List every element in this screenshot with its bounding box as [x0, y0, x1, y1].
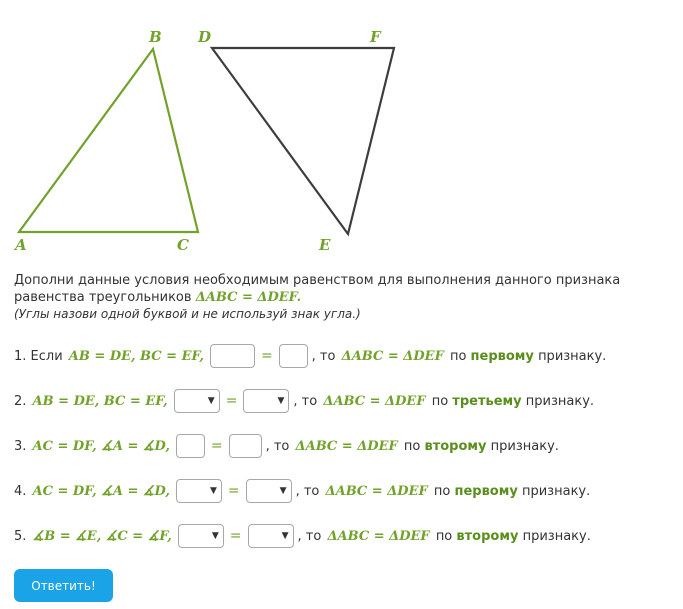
- task-then: , то: [311, 348, 336, 364]
- task-4: [14, 479, 590, 503]
- task-5: [14, 524, 591, 548]
- chevron-down-icon: ▼: [277, 396, 285, 406]
- instructions: [14, 272, 664, 323]
- task-given: AC = DF, ∡A = ∡D,: [32, 438, 170, 454]
- task-claim: ΔABC = ΔDEF: [327, 528, 430, 544]
- task-then: , то: [293, 393, 318, 409]
- chevron-down-icon: ▼: [279, 486, 287, 496]
- task-1: [14, 344, 606, 368]
- task-given: AC = DF, ∡A = ∡D,: [32, 483, 170, 499]
- vertex-label-f: F: [370, 28, 381, 46]
- answer-dropdown-4b[interactable]: [246, 479, 292, 503]
- task-2: [14, 389, 594, 413]
- chevron-down-icon: ▼: [281, 531, 289, 541]
- triangle-def: [212, 48, 394, 234]
- task-then: , то: [265, 438, 290, 454]
- task-suffix: признаку.: [490, 438, 559, 454]
- task-then: , то: [295, 483, 320, 499]
- task-criterion: третьему: [452, 393, 522, 409]
- equals-sign: =: [225, 393, 238, 409]
- task-criterion: второму: [456, 528, 519, 544]
- task-then: , то: [297, 528, 322, 544]
- chevron-down-icon: ▼: [209, 486, 217, 496]
- task-claim: ΔABC = ΔDEF: [323, 393, 426, 409]
- equals-sign: =: [227, 483, 240, 499]
- submit-button[interactable]: Ответить!: [14, 569, 113, 602]
- vertex-label-c: C: [177, 236, 189, 254]
- answer-dropdown-4a[interactable]: [176, 479, 222, 503]
- vertex-label-a: A: [15, 236, 27, 254]
- triangle-abc: [19, 49, 198, 232]
- task-criterion: второму: [424, 438, 487, 454]
- answer-dropdown-2b[interactable]: [243, 389, 289, 413]
- task-given: ∡B = ∡E, ∡C = ∡F,: [32, 528, 172, 544]
- equals-sign: =: [229, 528, 242, 544]
- task-suffix: признаку.: [525, 393, 595, 409]
- task-number: 1. Если: [14, 348, 63, 364]
- vertex-label-d: D: [198, 28, 212, 46]
- vertex-label-b: B: [149, 28, 162, 46]
- instructions-text: Дополни данные условия необходимым равенством для выполнения данного признака равенства треугольников: [14, 273, 621, 305]
- task-by: по: [449, 348, 467, 364]
- task-number: 2.: [14, 393, 27, 409]
- task-number: 4.: [14, 483, 27, 499]
- task-criterion: первому: [454, 483, 518, 499]
- task-given: AB = DE, BC = EF,: [68, 348, 204, 364]
- task-by: по: [403, 438, 421, 454]
- answer-input-3a[interactable]: [176, 434, 205, 458]
- answer-input-3b[interactable]: [229, 434, 262, 458]
- chevron-down-icon: ▼: [207, 396, 215, 406]
- equals-sign: =: [260, 348, 273, 364]
- answer-input-1a[interactable]: [210, 344, 255, 368]
- task-claim: ΔABC = ΔDEF: [295, 438, 398, 454]
- task-suffix: признаку.: [522, 528, 591, 544]
- answer-input-1b[interactable]: [279, 344, 308, 368]
- task-by: по: [433, 483, 451, 499]
- task-suffix: признаку.: [521, 483, 591, 499]
- task-number: 5.: [14, 528, 27, 544]
- answer-dropdown-5a[interactable]: [178, 524, 224, 548]
- triangles-figure: [0, 0, 683, 260]
- task-by: по: [431, 393, 449, 409]
- answer-dropdown-5b[interactable]: [248, 524, 294, 548]
- task-given: AB = DE, BC = EF,: [32, 393, 168, 409]
- instructions-formula: ΔABC = ΔDEF.: [195, 290, 302, 305]
- task-claim: ΔABC = ΔDEF: [325, 483, 428, 499]
- task-criterion: первому: [470, 348, 534, 364]
- chevron-down-icon: ▼: [211, 531, 219, 541]
- task-claim: ΔABC = ΔDEF: [341, 348, 444, 364]
- task-by: по: [435, 528, 453, 544]
- instructions-hint: (Углы назови одной буквой и не используй знак угла.): [14, 307, 361, 321]
- equals-sign: =: [210, 438, 223, 454]
- answer-dropdown-2a[interactable]: [174, 389, 220, 413]
- vertex-label-e: E: [319, 236, 331, 254]
- task-suffix: признаку.: [538, 348, 607, 364]
- task-3: [14, 434, 559, 458]
- task-number: 3.: [14, 438, 27, 454]
